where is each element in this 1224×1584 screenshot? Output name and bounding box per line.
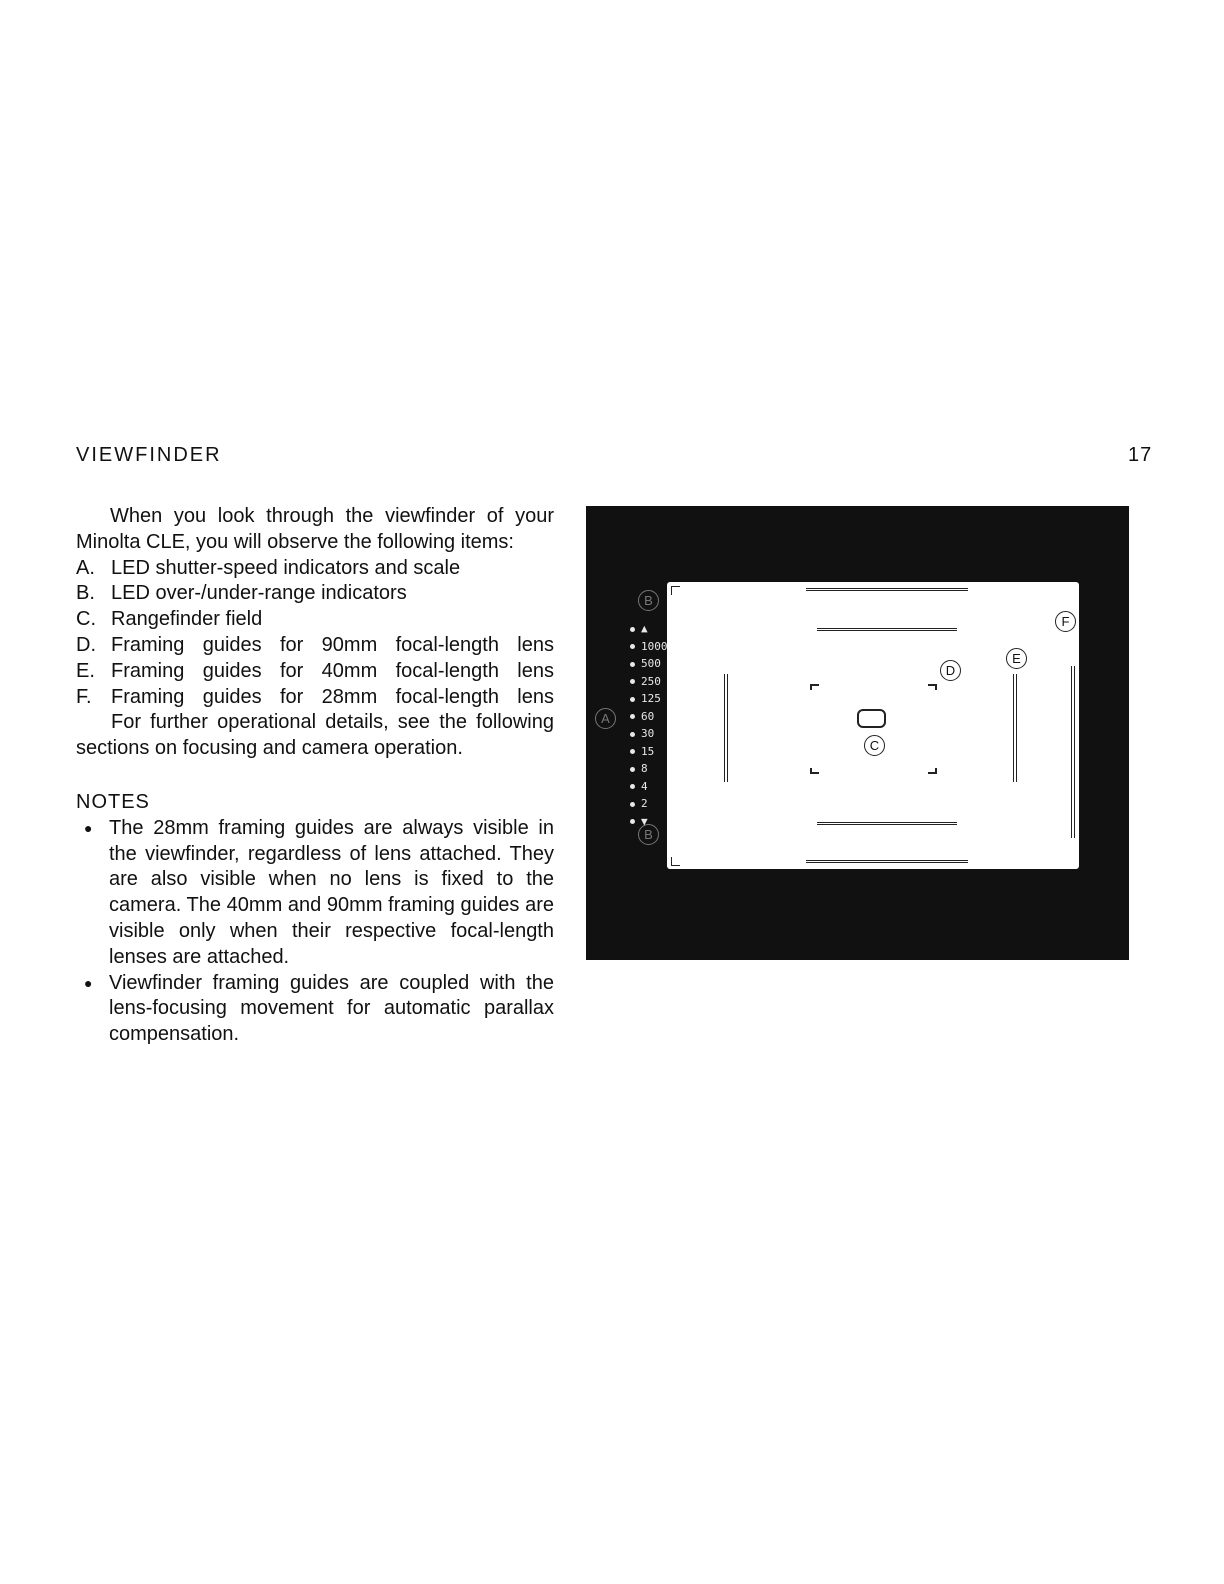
scale-value: 1000 (630, 638, 670, 656)
scale-value: 60 (630, 708, 670, 726)
label-d: D (940, 660, 961, 681)
section-title: VIEWFINDER (76, 444, 222, 466)
label-b-top: B (638, 590, 659, 611)
scale-value: 125 (630, 690, 670, 708)
frame-90mm-corner-tl (810, 684, 819, 690)
notes-list (76, 816, 554, 1048)
scale-value: 500 (630, 655, 670, 673)
list-item: C. Rangefinder field (76, 608, 263, 631)
scale-value: 30 (630, 725, 670, 743)
shutter-speed-scale (630, 620, 670, 830)
list-item: E. Framing guides for 40mm focal-length lens (76, 659, 554, 682)
scale-value: 8 (630, 760, 670, 778)
label-a: A (595, 708, 616, 729)
frame-28mm-bottom (806, 860, 968, 863)
notes-heading: NOTES (76, 790, 150, 813)
frame-28mm-corner-tl (671, 586, 680, 595)
list-item: D. Framing guides for 90mm focal-length lens (76, 633, 554, 656)
frame-40mm-top (817, 628, 957, 631)
label-b-bottom: B (638, 824, 659, 845)
body-column (76, 504, 554, 1048)
list-item: B. LED over-/under-range indicators (76, 582, 407, 605)
frame-90mm-corner-br (928, 768, 937, 774)
note-item: ● The 28mm framing guides are always visible in the viewfinder, regardless of lens attached. They are also visible when no lens is fixed to the camera. The 40mm and 90mm framing guides are visible only when their respective focal-length lenses are attached. (76, 816, 554, 971)
frame-90mm-corner-tr (928, 684, 937, 690)
item-list (76, 556, 554, 711)
further-paragraph: For further operational details, see the following sections on focusing and camera operation. (76, 711, 554, 760)
scale-under-indicator: ▼ (630, 813, 670, 831)
bullet-icon: ● (84, 819, 93, 836)
frame-28mm-right (1071, 666, 1075, 838)
scale-value: 15 (630, 743, 670, 761)
note-item: ● Viewfinder framing guides are coupled with the lens-focusing movement for automatic parallax compensation. (76, 971, 554, 1048)
scale-value: 4 (630, 778, 670, 796)
frame-40mm-left (724, 674, 728, 782)
rangefinder-field (857, 709, 886, 728)
frame-40mm-right (1013, 674, 1017, 782)
scale-value: 250 (630, 673, 670, 691)
frame-28mm-corner-bl (671, 857, 680, 866)
list-item: F. Framing guides for 28mm focal-length lens (76, 685, 554, 708)
list-item: A. LED shutter-speed indicators and scale (76, 556, 461, 579)
scale-value: 2 (630, 795, 670, 813)
page-number: 17 (1128, 444, 1153, 466)
label-f: F (1055, 611, 1076, 632)
label-c: C (864, 735, 885, 756)
frame-90mm-corner-bl (810, 768, 819, 774)
frame-40mm-bottom (817, 822, 957, 825)
intro-paragraph: When you look through the viewfinder of your Minolta CLE, you will observe the following items: (76, 505, 554, 553)
scale-over-indicator: ▲ (630, 620, 670, 638)
bullet-icon: ● (84, 974, 93, 991)
frame-28mm-top (806, 588, 968, 591)
label-e: E (1006, 648, 1027, 669)
